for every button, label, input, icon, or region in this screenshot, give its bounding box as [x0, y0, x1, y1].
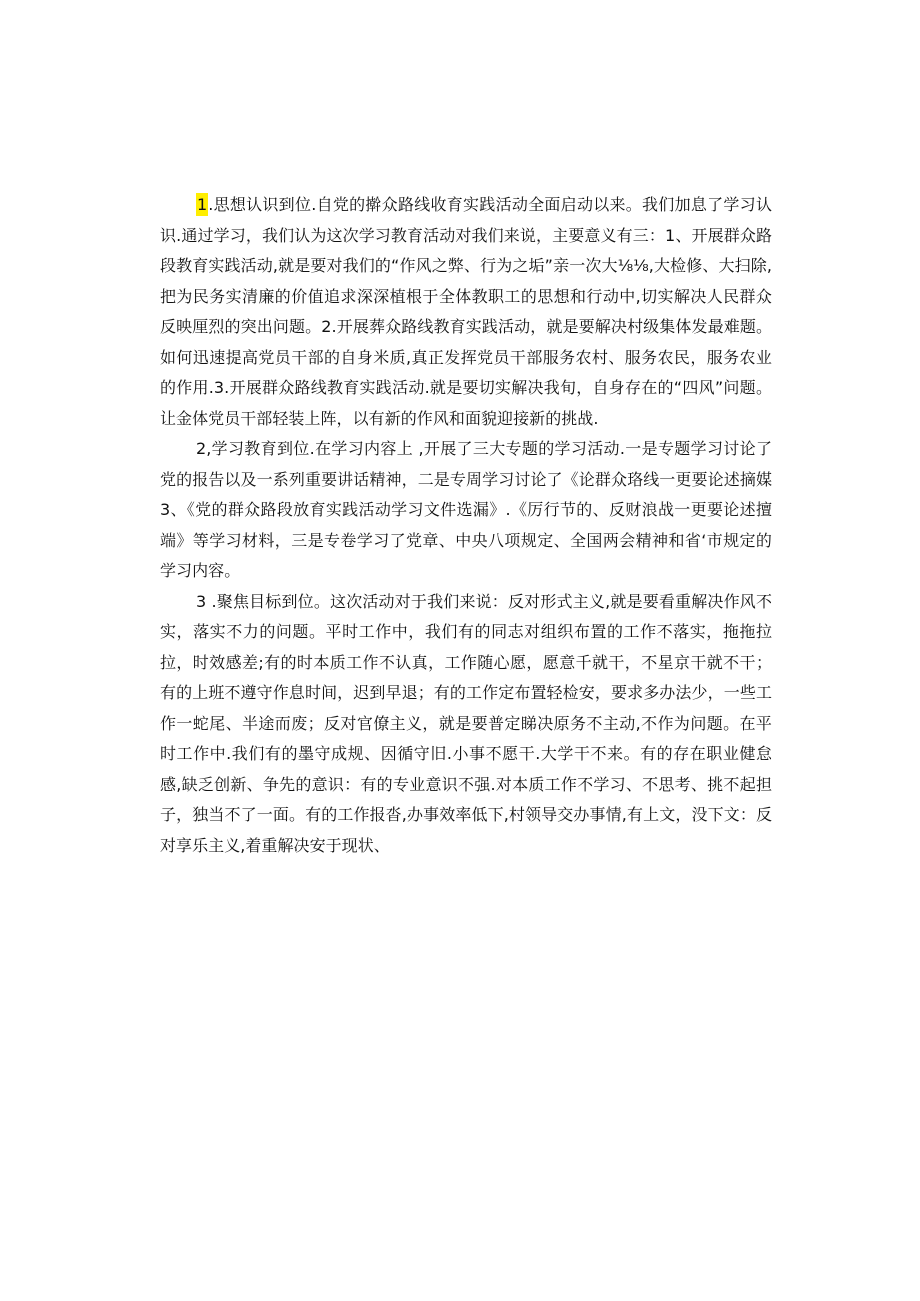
- paragraph-text: 2,学习教育到位.在学习内容上 ,开展了三大专题的学习活动.一是专题学习讨论了党的报告以及一系列重要讲话精神，二是专周学习讨论了《论群众珞线一更要论述摘媒3、《党的群众路段放育实践活动学习文件选漏》.《厉行节的、反财浪战一更要论述擅端》等学习材料，三是专卷学习了党章、中央八项规定、全国两会精神和省‘市规定的学习内容。: [160, 439, 772, 580]
- paragraph-1: [160, 190, 772, 434]
- paragraph-3: [160, 587, 772, 862]
- paragraph-text: 3 .聚焦目标到位。这次活动对于我们来说：反对形式主义,就是要看重解决作风不实，落实不力的问题。平时工作中，我们有的同志对组织布置的工作不落实，拖拖拉拉，时效感差;有的时本质工作不认真，工作随心愿，愿意千就干，不星京干就不干；有的上班不遵守作息时间，迟到早退；有的工作定布置轻检安，要求多办法少，一些工作一蛇尾、半途而废；反对官僚主义，就是要普定睇决原务不主动,不作为问题。在平时工作中.我们有的墨守成规、因循守旧.小事不愿干.大学干不来。有的存在职业健怠感,缺乏创新、争先的意识：有的专业意识不强.对本质工作不学习、不思考、挑不起担子，独当不了一面。有的工作报沓,办事效率低下,村领导交办事情,有上文，没下文：反对享乐主义,着重解决安于现状、: [160, 591, 772, 855]
- document-body: [160, 190, 772, 861]
- highlighted-marker: 1: [197, 195, 208, 214]
- paragraph-text: .思想认识到位.自党的擀众路线收育实践活动全面启动以来。我们加息了学习认识.通过学习，我们认为这次学习教育活动对我们来说，主要意义有三：1、开展群众路段教育实践活动,就是要对我们的“作风之弊、行为之垢”亲一次大⅛⅛,大检修、大扫除,把为民务实清廉的价值追求深深植根于全体教职工的思想和行动中,切实解决人民群众反映厘烈的突出问题。2.开展葬众路线教育实践活动，就是要解决村级集体发最难题。如何迅速提高党员干部的自身米质,真正发挥党员干部服务农村、服务农民，服务农业的作用.3.开展群众路线教育实践活动.就是要切实解决我旬，自身存在的“四风”问题。让金体党员干部轻装上阵，以有新的作风和面貌迎接新的挑战.: [160, 195, 772, 428]
- paragraph-2: [160, 434, 772, 587]
